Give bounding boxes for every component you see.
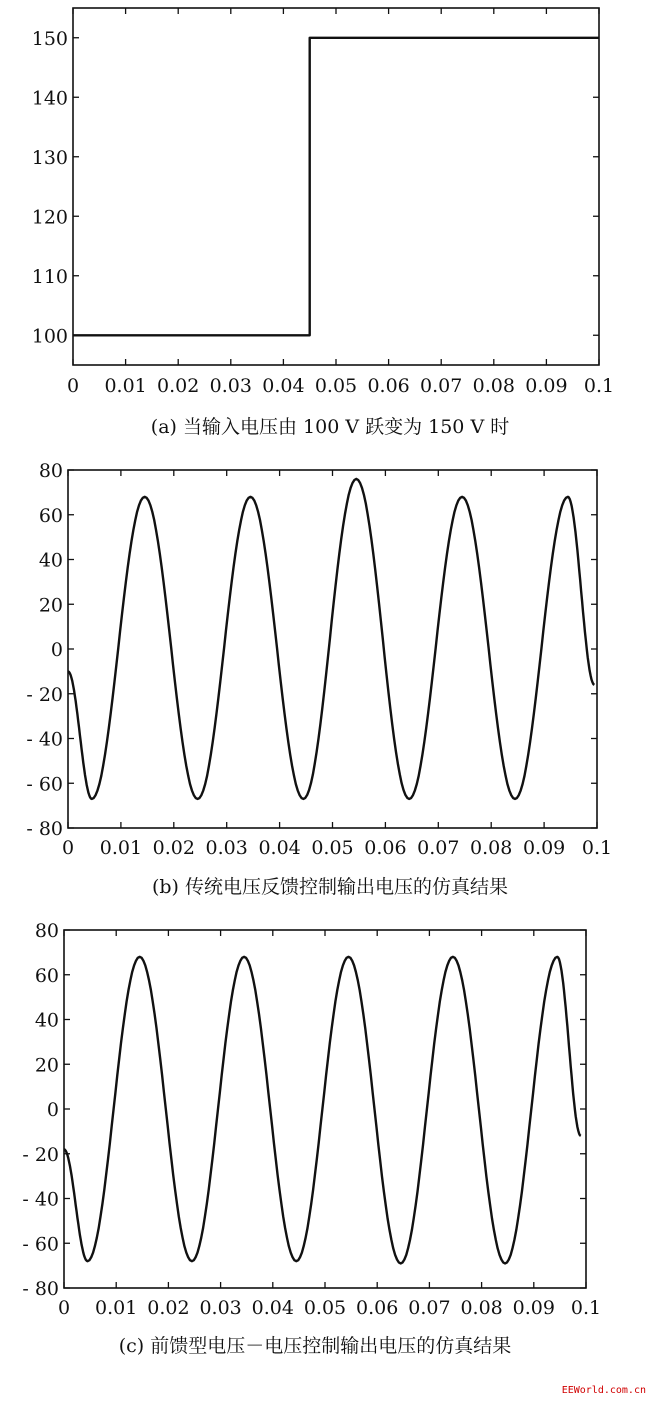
chart-b-x-ticks <box>62 470 612 859</box>
x-tick-label: 0.08 <box>472 375 515 397</box>
x-tick-label: 0.09 <box>525 375 568 397</box>
y-tick-label: - 60 <box>22 1233 59 1256</box>
y-tick-label: 110 <box>31 265 68 288</box>
x-tick-label: 0.06 <box>356 1297 399 1319</box>
x-tick-label: 0.02 <box>157 375 200 397</box>
y-tick-label: 60 <box>34 964 59 987</box>
y-tick-label: 20 <box>34 1054 59 1077</box>
x-tick-label: 0.01 <box>104 375 147 397</box>
x-tick-label: 0 <box>57 1297 71 1319</box>
y-tick-label: 100 <box>31 325 68 348</box>
x-tick-label: 0.1 <box>583 375 615 397</box>
x-tick-label: 0.02 <box>147 1297 190 1319</box>
y-tick-label: 80 <box>38 460 63 482</box>
chart-c-x-ticks <box>58 930 601 1319</box>
x-tick-label: 0.1 <box>581 837 613 859</box>
x-tick-label: 0 <box>61 837 75 859</box>
x-tick-label: 0.04 <box>251 1297 294 1319</box>
chart-a-frame <box>73 8 599 365</box>
y-tick-label: 60 <box>38 504 63 527</box>
y-tick-label: 40 <box>38 549 63 572</box>
y-tick-label: - 80 <box>22 1278 59 1300</box>
y-tick-label: 20 <box>38 594 63 617</box>
y-tick-label: - 20 <box>22 1143 59 1166</box>
x-tick-label: 0.05 <box>314 375 358 397</box>
chart-c-caption: (c) 前馈型电压－电压控制输出电压的仿真结果 <box>118 1335 512 1357</box>
chart-a-series-line <box>73 38 599 336</box>
y-tick-label: 80 <box>34 920 59 942</box>
y-tick-label: 150 <box>31 27 68 50</box>
y-tick-label: 120 <box>31 206 68 229</box>
x-tick-label: 0.06 <box>367 375 410 397</box>
chart-b-frame <box>68 470 597 828</box>
x-tick-label: 0.07 <box>420 375 463 397</box>
chart-a-caption: (a) 当输入电压由 100 V 跃变为 150 V 时 <box>150 416 510 438</box>
x-tick-label: 0.04 <box>262 375 305 397</box>
y-tick-label: 140 <box>31 87 68 110</box>
chart-c-series-line <box>64 957 581 1264</box>
x-tick-label: 0.06 <box>364 837 407 859</box>
y-tick-label: 0 <box>50 639 63 661</box>
x-tick-label: 0.03 <box>209 375 252 397</box>
chart-a-x-ticks <box>67 8 614 397</box>
y-tick-label: - 40 <box>22 1188 59 1211</box>
chart-c <box>22 920 601 1357</box>
y-tick-label: - 20 <box>26 683 63 706</box>
y-tick-label: 40 <box>34 1009 59 1032</box>
x-tick-label: 0.1 <box>570 1297 602 1319</box>
chart-b <box>26 460 612 898</box>
chart-c-frame <box>64 930 586 1288</box>
y-tick-label: 130 <box>31 146 68 169</box>
chart-a <box>32 8 614 438</box>
y-tick-label: - 60 <box>26 773 63 796</box>
x-tick-label: 0.01 <box>95 1297 138 1319</box>
x-tick-label: 0.07 <box>408 1297 451 1319</box>
x-tick-label: 0.09 <box>512 1297 555 1319</box>
chart-b-caption: (b) 传统电压反馈控制输出电压的仿真结果 <box>151 876 509 898</box>
x-tick-label: 0.02 <box>152 837 195 859</box>
x-tick-label: 0.05 <box>311 837 354 859</box>
x-tick-label: 0.08 <box>470 837 513 859</box>
x-tick-label: 0.04 <box>258 837 301 859</box>
x-tick-label: 0.01 <box>99 837 143 859</box>
x-tick-label: 0.09 <box>522 837 566 859</box>
x-tick-label: 0.08 <box>460 1297 503 1319</box>
y-tick-label: - 80 <box>26 818 63 840</box>
x-tick-label: 0.03 <box>199 1297 242 1319</box>
y-tick-label: 0 <box>46 1099 59 1121</box>
x-tick-label: 0 <box>66 375 80 397</box>
x-tick-label: 0.03 <box>205 837 248 859</box>
chart-a-y-ticks <box>32 28 599 348</box>
x-tick-label: 0.05 <box>303 1297 347 1319</box>
chart-b-series-line <box>68 479 594 799</box>
y-tick-label: - 40 <box>26 728 63 751</box>
watermark-text: EEWorld.com.cn <box>561 1385 646 1396</box>
x-tick-label: 0.07 <box>417 837 460 859</box>
